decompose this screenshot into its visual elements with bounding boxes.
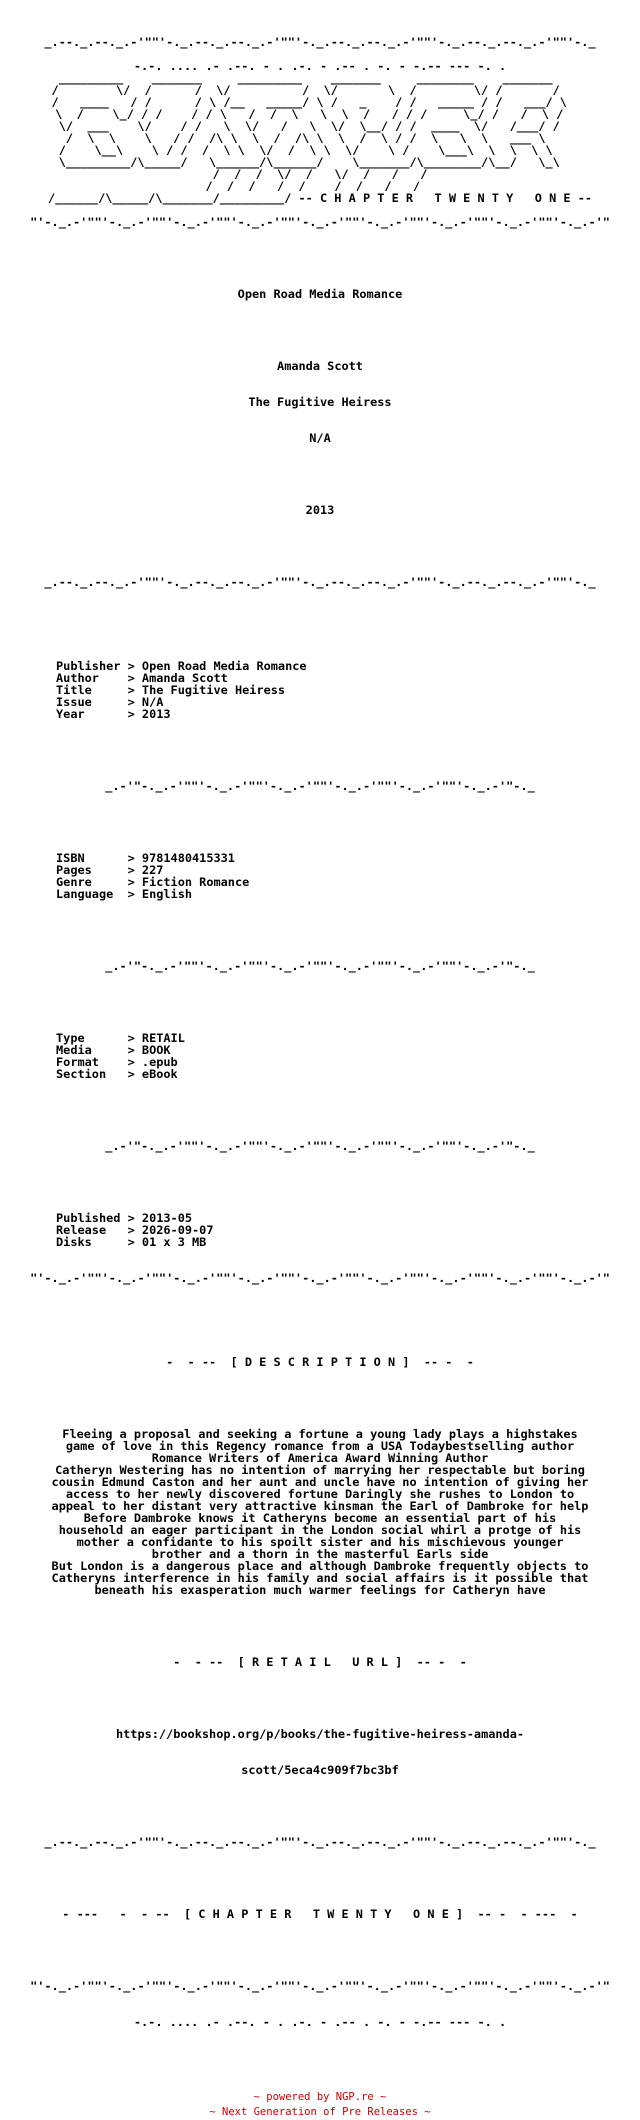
info-row: Issue > N/A — [56, 695, 164, 709]
chapter-footer: - --- - - -- [ C H A P T E R T W E N T Y O N E ] -- - - --- - — [62, 1907, 578, 1921]
info-row: ISBN > 9781480415331 — [56, 851, 235, 865]
info-block-format — [0, 1032, 640, 1080]
description-line: Fleeing a proposal and seeking a fortune a young lady plays a highstakes — [62, 1427, 578, 1441]
description-line: access to her newly discovered fortune Daringly she rushes to London to — [65, 1487, 575, 1501]
blank-line — [0, 1872, 640, 1884]
divider-wave: _.--._.--._.-'""'-._.--._.--._.-'""'-._.--._.--._.-'""'-._.--._.--._.-'""'-._ — [44, 1835, 596, 1849]
info-row: Language > English — [56, 887, 193, 901]
divider-short: _.-'"-._.-'""'-._.-'""'-._.-'""'-._.-'""'-._.-'""'-._.-'"-._ — [105, 959, 535, 973]
info-value: 9781480415331 — [141, 851, 235, 865]
info-block-book — [0, 852, 640, 900]
info-row: Genre > Fiction Romance — [56, 875, 250, 889]
info-row: Author > Amanda Scott — [56, 671, 228, 685]
info-row: Pages > 227 — [56, 863, 164, 877]
blank-line — [0, 1104, 640, 1116]
description-line: cousin Edmund Caston and her aunt and uncle have no intention of giving her — [51, 1475, 589, 1489]
info-label: Published — [56, 1211, 121, 1225]
divider-short: _.-'"-._.-'""'-._.-'""'-._.-'""'-._.-'""'-._.-'""'-._.-'"-._ — [105, 1139, 535, 1153]
info-row: Title > The Fugitive Heiress — [56, 683, 286, 697]
blank-line — [0, 1308, 640, 1320]
retail-url-line-2[interactable]: scott/5eca4c909f7bc3bf — [241, 1763, 399, 1777]
divider-short: _.-'"-._.-'""'-._.-'""'-._.-'""'-._.-'""'-._.-'""'-._.-'"-._ — [105, 779, 535, 793]
description-line: But London is a dangerous place and although Dambroke frequently objects to — [51, 1559, 589, 1573]
retail-heading: - - -- [ R E T A I L U R L ] -- - - — [173, 1655, 467, 1669]
info-row: Published > 2013-05 — [56, 1211, 193, 1225]
blank-line — [0, 1392, 640, 1404]
banner-line: / / / / / / / / / — [198, 179, 442, 193]
description-line: appeal to her distant very attractive kinsman the Earl of Dambroke for help — [51, 1499, 589, 1513]
info-label: Genre — [56, 875, 92, 889]
blank-line — [0, 1620, 640, 1632]
info-label: Disks — [56, 1235, 92, 1249]
blank-line — [0, 1800, 640, 1812]
footer-powered-by[interactable]: ~ powered by NGP.re ~ — [253, 2091, 387, 2103]
description-line: household an eager participant in the London social whirl a protge of his — [58, 1523, 582, 1537]
banner-line: \/ ___ \/ / / \ \/ / \ \/ \__/ / / ____ \/ /___/ / — [51, 119, 589, 133]
info-value: eBook — [141, 1067, 178, 1081]
blank-line — [0, 324, 640, 336]
blank-line — [0, 252, 640, 264]
info-value: 2013 — [141, 707, 171, 721]
blank-line — [0, 2052, 640, 2064]
blank-line — [0, 816, 640, 828]
info-row: Section > eBook — [56, 1067, 178, 1081]
blank-line — [0, 924, 640, 936]
banner-line: /______/\_____/\_______/_________/ -- C H A P T E R T W E N T Y O N E -- — [47, 191, 593, 205]
blank-line — [0, 996, 640, 1008]
info-row: Disks > 01 x 3 MB — [56, 1235, 207, 1249]
blank-line — [0, 612, 640, 624]
description-line: brother and a thorn in the masterful Earls side — [151, 1547, 489, 1561]
info-row: Publisher > Open Road Media Romance — [56, 659, 307, 673]
banner-line: / ____ / / / \ /__ _____/ \ / _ / / _____ / / ___/ \ — [51, 95, 589, 109]
footer-tagline: ~ Next Generation of Pre Releases ~ — [209, 2106, 431, 2118]
divider-morse: -.-. .... .- .--. - . .-. - .-- . -. - -.-- --- -. . — [133, 2015, 507, 2029]
description-line: Before Dambroke knows it Catheryns become an essential part of his — [83, 1511, 557, 1525]
banner-line: / \ \ \ / / /\ \ \ / /\ \ \ / \ / / \ \ \ ___ \ — [51, 131, 589, 145]
divider-wave: _.--._.--._.-'""'-._.--._.--._.-'""'-._.--._.--._.-'""'-._.--._.--._.-'""'-._ — [44, 575, 596, 589]
info-value: .epub — [141, 1055, 178, 1069]
banner-line: -.-. .... .- .--. - . .-. - .-- . -. - -.-- --- -. . — [133, 59, 507, 73]
info-value: 227 — [141, 863, 164, 877]
info-value: N/A — [141, 695, 164, 709]
description-text — [0, 1428, 640, 1596]
banner-line: "'-._.-'""'-._.-'""'-._.-'""'-._.-'""'-._.-'""'-._.-'""'-._.-'""'-._.-'""'-._.-'" — [30, 215, 610, 229]
header-title: The Fugitive Heiress — [248, 395, 392, 409]
blank-line — [0, 1944, 640, 1956]
info-label: Pages — [56, 863, 92, 877]
info-value: The Fugitive Heiress — [141, 683, 286, 697]
info-row: Year > 2013 — [56, 707, 171, 721]
retail-url-line-1[interactable]: https://bookshop.org/p/books/the-fugitive-heiress-amanda- — [115, 1727, 525, 1741]
info-row: Release > 2026-09-07 — [56, 1223, 214, 1237]
info-label: Language — [56, 887, 114, 901]
description-line: game of love in this Regency romance from a USA Todaybestselling author — [65, 1439, 575, 1453]
divider-rev: "'-._.-'""'-._.-'""'-._.-'""'-._.-'""'-._.-'""'-._.-'""'-._.-'""'-._.-'""'-._.-'" — [30, 1979, 610, 1993]
info-row: Media > BOOK — [56, 1043, 171, 1057]
info-value: 2013-05 — [141, 1211, 193, 1225]
info-label: Publisher — [56, 659, 121, 673]
header-issue: N/A — [309, 431, 331, 445]
header-author: Amanda Scott — [277, 359, 363, 373]
divider-rev: "'-._.-'""'-._.-'""'-._.-'""'-._.-'""'-._.-'""'-._.-'""'-._.-'""'-._.-'""'-._.-'" — [30, 1271, 610, 1285]
info-block-publication — [0, 660, 640, 720]
info-label: Title — [56, 683, 92, 697]
description-line: Romance Writers of America Award Winning Author — [151, 1451, 489, 1465]
info-row: Type > RETAIL — [56, 1031, 185, 1045]
ascii-banner — [0, 36, 640, 228]
blank-line — [0, 468, 640, 480]
info-value: Amanda Scott — [141, 671, 228, 685]
banner-line: / / / \/ / \/ / / / — [198, 167, 442, 181]
description-line: Catheryn Westering has no intention of marrying her respectable but boring — [55, 1463, 585, 1477]
description-line: beneath his exasperation much warmer feelings for Catheryn have — [94, 1583, 546, 1597]
info-label: Format — [56, 1055, 99, 1069]
header-year: 2013 — [305, 503, 335, 517]
blank-line — [0, 1692, 640, 1704]
banner-line: _.--._.--._.-'""'-._.--._.--._.-'""'-._.--._.--._.-'""'-._.--._.--._.-'""'-._ — [44, 35, 596, 49]
blank-line — [0, 744, 640, 756]
info-label: Media — [56, 1043, 92, 1057]
info-label: Type — [56, 1031, 85, 1045]
info-label: ISBN — [56, 851, 85, 865]
info-value: 2026-09-07 — [141, 1223, 214, 1237]
info-block-release — [0, 1212, 640, 1248]
info-label: Author — [56, 671, 99, 685]
banner-line: / \__\ \ / / / \ \ \/ / \ \ \/ \ / \___\ \ \ \ \ — [51, 143, 589, 157]
info-value: Open Road Media Romance — [141, 659, 307, 673]
blank-line — [0, 540, 640, 552]
description-heading: - - -- [ D E S C R I P T I O N ] -- - - — [166, 1355, 474, 1369]
header-publisher: Open Road Media Romance — [237, 287, 403, 301]
info-value: RETAIL — [141, 1031, 185, 1045]
info-value: BOOK — [141, 1043, 171, 1057]
description-line: Catheryns interference in his family and social affairs is it possible that — [51, 1571, 589, 1585]
banner-line: \ / \_/ / / / / \ / / \ \ \ / / / / \_/ / / \ / — [55, 107, 585, 121]
info-label: Release — [56, 1223, 107, 1237]
banner-line: _________ _______ _________ _______ ________ _______ — [44, 71, 596, 85]
info-label: Year — [56, 707, 85, 721]
banner-line: \_________/\_____/ \______/\______/ \_______/\________/\__/ \_\ — [51, 155, 589, 169]
info-value: 01 x 3 MB — [141, 1235, 207, 1249]
info-value: Fiction Romance — [141, 875, 250, 889]
banner-line: / \/ / / \/ / \/ \ / \/ / / — [44, 83, 596, 97]
info-label: Issue — [56, 695, 92, 709]
info-label: Section — [56, 1067, 107, 1081]
footer — [0, 2090, 640, 2120]
info-row: Format > .epub — [56, 1055, 178, 1069]
info-value: English — [141, 887, 193, 901]
blank-line — [0, 1176, 640, 1188]
description-line: mother a confidante to his spoilt sister and his mischievous younger — [76, 1535, 564, 1549]
